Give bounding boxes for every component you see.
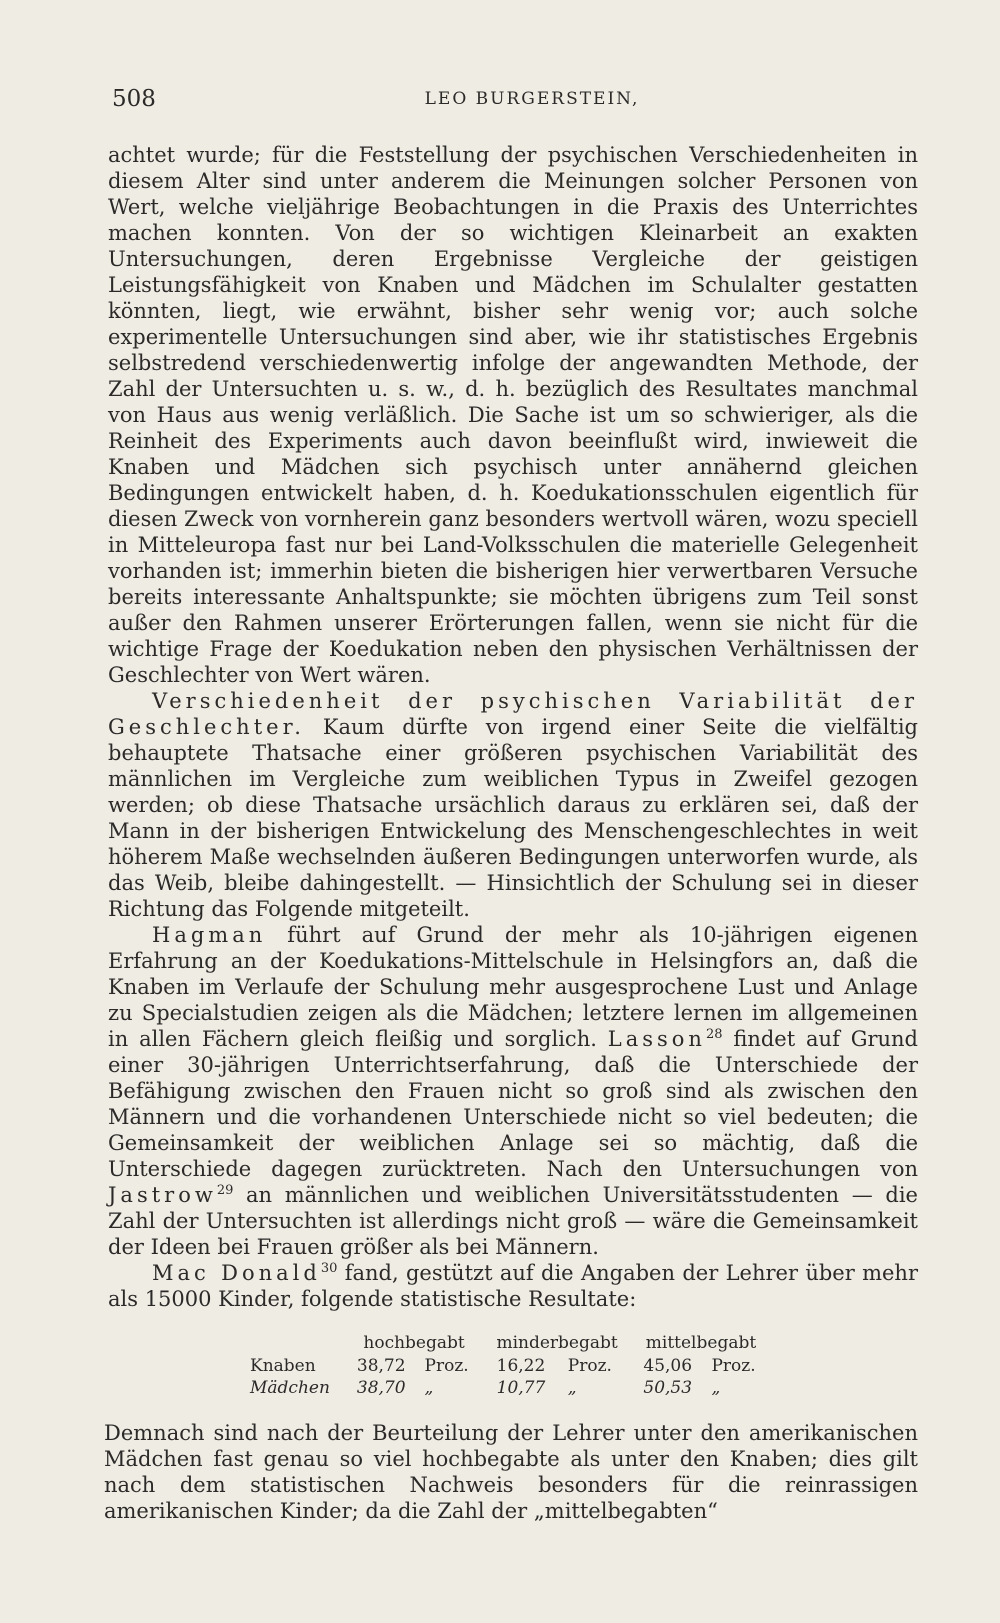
body-text: [108, 142, 918, 1312]
paragraph-5: [104, 1420, 918, 1524]
paragraph-5-text: Demnach sind nach der Beurteilung der Lehrer unter den amerikanischen Mädchen fast genau so viel hochbegabte als unter den Knaben; dies gilt nach dem statistischen Nachweis besonders für die reinrassigen amerikanischen Kinder; da die Zahl der „mittelbegabten“: [104, 1421, 918, 1523]
author-name-jastrow: Jastrow: [108, 1183, 217, 1207]
statistics-table: [250, 1333, 770, 1399]
footnote-ref-30: 30: [320, 1261, 338, 1276]
cell-value: 10,77: [496, 1378, 546, 1398]
footnote-ref-28: 28: [705, 1027, 723, 1042]
table-row-knaben: [250, 1355, 770, 1377]
author-name-lasson: Lasson: [607, 1027, 706, 1051]
paragraph-2-text: Kaum dürfte von irgend einer Seite die vielfältig behauptete Thatsache einer größeren psychischen Variabilität des männlichen im Vergleiche zum weiblichen Typus in Zweifel gezogen werden; ob diese Thatsache ursächlich daraus zu erklären sei, daß der Mann in der bisherigen Entwickelung des Menschengeschlechtes in weit höherem Maße wechselnden äußeren Bedingungen unterworfen wurde, als das Weib, bleibe dahingestellt. — Hinsichtlich der Schulung sei in dieser Richtung das Folgende mitgeteilt.: [108, 715, 918, 921]
row-label: Mädchen: [250, 1378, 330, 1398]
cell-unit: „: [424, 1378, 434, 1398]
paragraph-1-text: achtet wurde; für die Feststellung der psychischen Verschiedenheiten in diesem Alter sind unter anderem die Meinungen solcher Personen von Wert, welche vieljährige Beobachtungen in die Praxis des Unterrichtes machen konnten. Von der so wichtigen Kleinarbeit an exakten Untersuchungen, deren Ergebnisse Vergleiche der geistigen Leistungsfähigkeit von Knaben und Mädchen im Schulalter gestatten könnten, liegt, wie erwähnt, bisher sehr wenig vor; auch solche experimentelle Untersuchungen sind aber, wie ihr statistisches Ergebnis selbstredend verschiedenwertig infolge der angewandten Methode, der Zahl der Untersuchten u. s. w., d. h. bezüglich des Resultates manchmal von Haus aus wenig verläßlich. Die Sache ist um so schwieriger, als die Reinheit des Experiments auch davon beeinflußt wird, inwieweit die Knaben und Mädchen sich psychisch unter annähernd gleichen Bedingungen entwickelt haben, d. h. Koedukationsschulen eigentlich für diesen Zweck von vornherein ganz besonders wertvoll wären, wozu speciell in Mitteleuropa fast nur bei Land-Volksschulen die materielle Gelegenheit vorhanden ist; immerhin bieten die bisherigen hier verwertbaren Versuche bereits interessante Anhaltspunkte; sie möchten übrigens zum Teil sonst außer den Rahmen unserer Erörterungen fallen, wenn sie nicht für die wichtige Frage der Koedukation neben den physischen Verhältnissen der Geschlechter von Wert wären.: [108, 143, 918, 687]
footnote-ref-29: 29: [216, 1183, 234, 1198]
author-name-hagman: Hagman: [152, 923, 267, 947]
page-number: 508: [112, 86, 156, 112]
cell-value: 45,06: [643, 1356, 693, 1376]
paragraph-1: [108, 142, 918, 688]
table-header-empty: [250, 1333, 346, 1355]
cell-value: 16,22: [496, 1356, 546, 1376]
table-header-hochbegabt: hochbegabt: [363, 1333, 465, 1353]
cell-unit: Proz.: [711, 1356, 756, 1376]
author-name-macdonald: Mac Donald: [152, 1261, 321, 1285]
row-label: Knaben: [250, 1356, 316, 1376]
paragraph-3-text-b: findet auf Grund einer 30-jährigen Unterrichtserfahrung, daß die Unterschiede der Befähigung zwischen den Frauen nicht so groß sind als zwischen den Männern und die vorhandenen Unterschiede nicht so viel bedeuten; die Gemeinsamkeit der weiblichen Anlage sei so mächtig, daß die Unterschiede dagegen zurücktreten. Nach den Untersuchungen von: [108, 1027, 918, 1181]
cell-value: 50,53: [643, 1378, 693, 1398]
table-row-maedchen: [250, 1377, 770, 1399]
paragraph-4-text: fand, gestützt auf die Angaben der Lehrer über mehr als 15000 Kinder, folgende statistische Resultate:: [108, 1261, 918, 1311]
paragraph-2: [108, 688, 918, 922]
cell-unit: „: [711, 1378, 721, 1398]
paragraph-3-text-a: führt auf Grund der mehr als 10-jährigen eigenen Erfahrung an der Koedukations-Mittelschule in Helsingfors an, daß die Knaben im Verlaufe der Schulung mehr ausgesprochene Lust und Anlage zu Specialstudien zeigen als die Mädchen; letztere lernen im allgemeinen in allen Fächern gleich fleißig und sorglich.: [108, 923, 918, 1051]
page-header: [112, 86, 912, 116]
cell-unit: Proz.: [424, 1356, 469, 1376]
table-header-minderbegabt: minderbegabt: [496, 1333, 618, 1353]
cell-unit: „: [567, 1378, 577, 1398]
paragraph-4: [108, 1260, 918, 1312]
section-heading: Verschiedenheit der psychischen Variabilität der Geschlechter.: [108, 689, 918, 739]
paragraph-3-text-c: an männlichen und weiblichen Universitätsstudenten — die Zahl der Untersuchten ist allerdings nicht groß — wäre die Gemeinsamkeit der Ideen bei Frauen größer als bei Männern.: [108, 1183, 918, 1259]
table-header-mittelbegabt: mittelbegabt: [645, 1333, 757, 1353]
table-header-row: [250, 1333, 770, 1355]
running-head: LEO BURGERSTEIN,: [424, 89, 640, 109]
cell-unit: Proz.: [567, 1356, 612, 1376]
closing-text: [104, 1420, 918, 1524]
cell-value: 38,72: [356, 1356, 406, 1376]
paragraph-3: [108, 922, 918, 1260]
cell-value: 38,70: [356, 1378, 406, 1398]
